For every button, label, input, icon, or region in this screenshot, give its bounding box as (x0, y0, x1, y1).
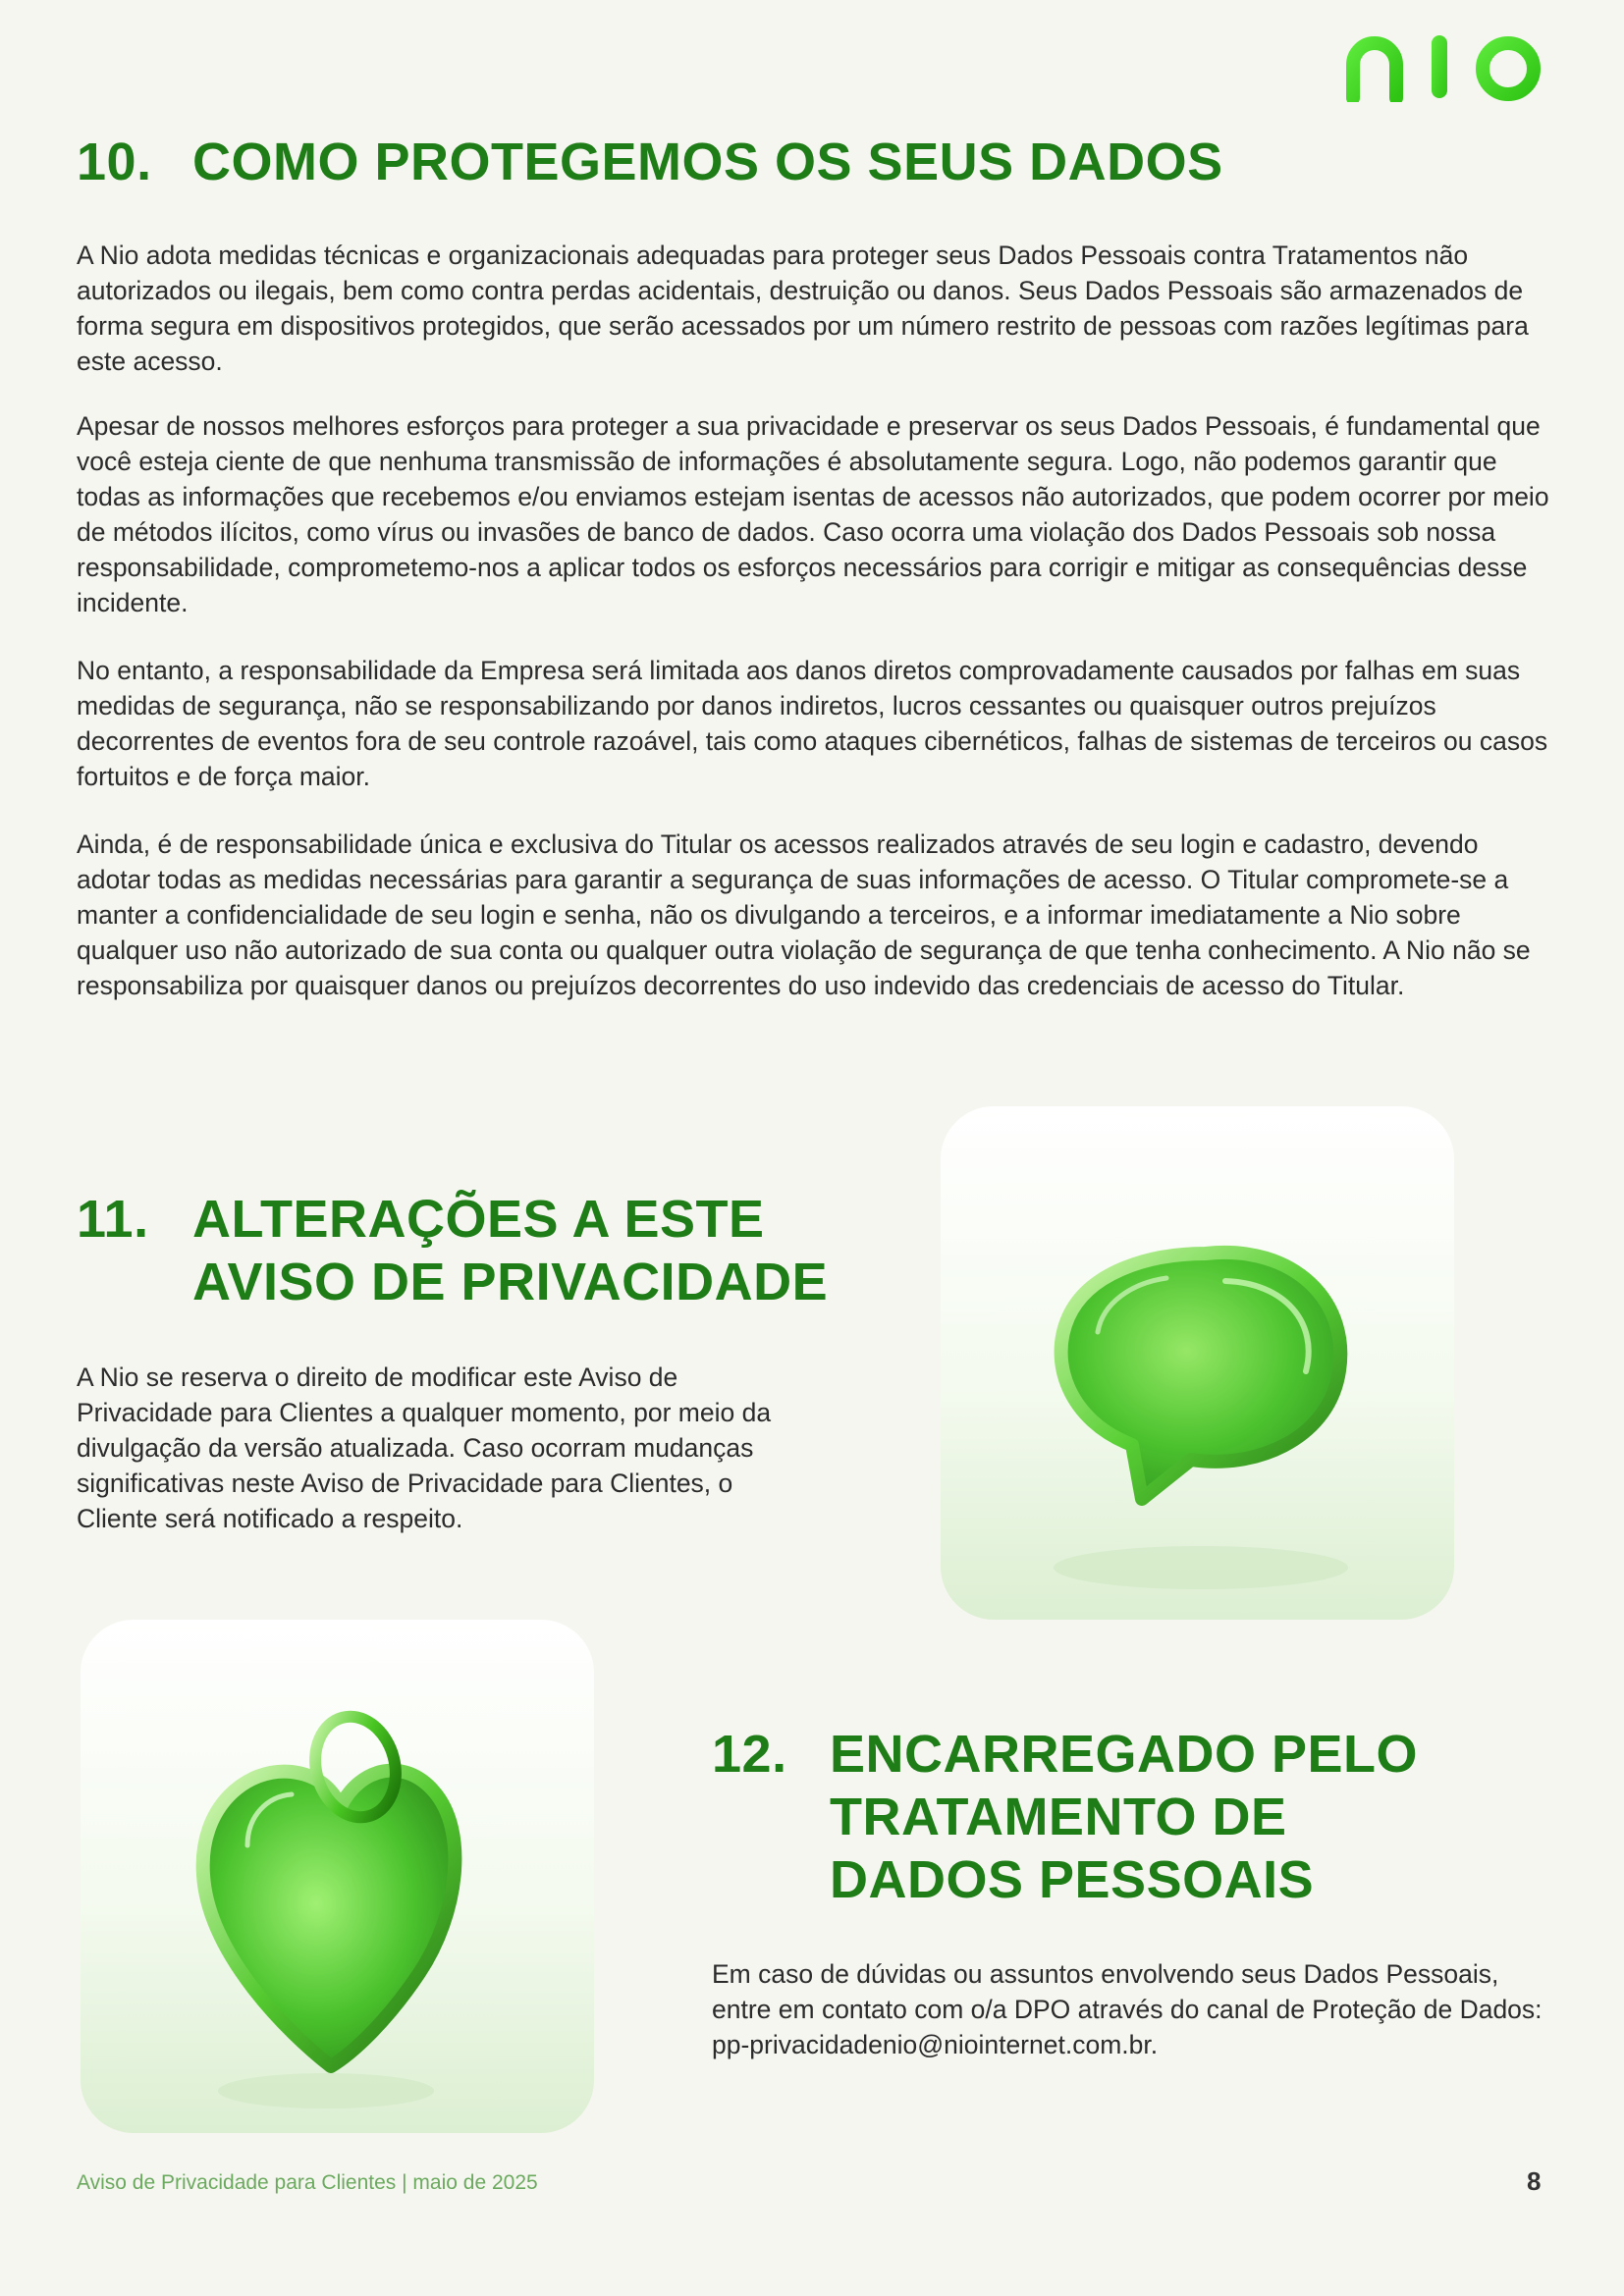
location-pin-card (81, 1620, 594, 2133)
location-pin-icon (81, 1620, 594, 2133)
section-10-paragraph-1: A Nio adota medidas técnicas e organizacionais adequadas para proteger seus Dados Pessoais contra Tratamentos não autorizados ou ilegais, bem como contra perdas acidentais, destruição ou danos. Seus Dados Pessoais são armazenados de forma segura em dispositivos protegidos, que serão acessados por um número restrito de pessoas com razões legítimas para este acesso. (77, 240, 1529, 376)
section-11-paragraph: A Nio se reserva o direito de modificar este Aviso de Privacidade para Clientes a qualquer momento, por meio da divulgação da versão atualizada. Caso ocorram mudanças significativas neste Aviso de Privacidade para Clientes, o Cliente será notificado a respeito. (77, 1362, 772, 1533)
nio-logo (1345, 31, 1551, 102)
section-10-paragraph-2: Apesar de nossos melhores esforços para proteger a sua privacidade e preservar os seus Dados Pessoais, é fundamental que você esteja ciente de que nenhuma transmissão de informações é absolutamente segura. Logo, não podemos garantir que todas as informações que recebemos e/ou enviamos estejam isentas de acessos não autorizados, que podem ocorrer por meio de métodos ilícitos, como vírus ou invasões de banco de dados. Caso ocorra uma violação dos Dados Pessoais sob nossa responsabilidade, comprometemo-nos a aplicar todos os esforços necessários para corrigir e mitigar as consequências desse incidente. (77, 411, 1549, 617)
section-12-number: 12. (712, 1725, 787, 1784)
section-10-title: COMO PROTEGEMOS OS SEUS DADOS (192, 133, 1223, 191)
speech-bubble-card (941, 1106, 1454, 1620)
section-11-title: ALTERAÇÕES A ESTE AVISO DE PRIVACIDADE (192, 1190, 829, 1311)
page-number: 8 (1527, 2166, 1542, 2196)
footer-text: Aviso de Privacidade para Clientes | maio de 2025 (77, 2171, 538, 2194)
section-10-paragraph-3: No entanto, a responsabilidade da Empresa será limitada aos danos diretos comprovadamente causados por falhas em suas medidas de segurança, não se responsabilizando por danos indiretos, lucros cessantes ou quaisquer outros prejuízos decorrentes de eventos fora de seu controle razoável, tais como ataques cibernéticos, falhas de sistemas de terceiros ou casos fortuitos e de força maior. (77, 656, 1548, 791)
section-12-paragraph: Em caso de dúvidas ou assuntos envolvendo seus Dados Pessoais, entre em contato com o/a DPO através do canal de Proteção de Dados: pp-privacidadenio@niointernet.com.br. (712, 1959, 1543, 2059)
section-10-paragraph-4: Ainda, é de responsabilidade única e exclusiva do Titular os acessos realizados através de seu login e cadastro, devendo adotar todas as medidas necessárias para garantir a segurança de suas informações de acesso. O Titular compromete-se a manter a confidencialidade de seu login e senha, não os divulgando a terceiros, e a informar imediatamente a Nio sobre qualquer uso não autorizado de sua conta ou qualquer outra violação de segurança de que tenha conhecimento. A Nio não se responsabiliza por quaisquer danos ou prejuízos decorrentes do uso indevido das credenciais de acesso do Titular. (77, 829, 1531, 1000)
section-11-number: 11. (77, 1190, 149, 1249)
section-12-title: ENCARREGADO PELO TRATAMENTO DE DADOS PESSOAIS (830, 1725, 1419, 1909)
section-10-number: 10. (77, 133, 152, 191)
speech-bubble-icon (941, 1106, 1454, 1620)
